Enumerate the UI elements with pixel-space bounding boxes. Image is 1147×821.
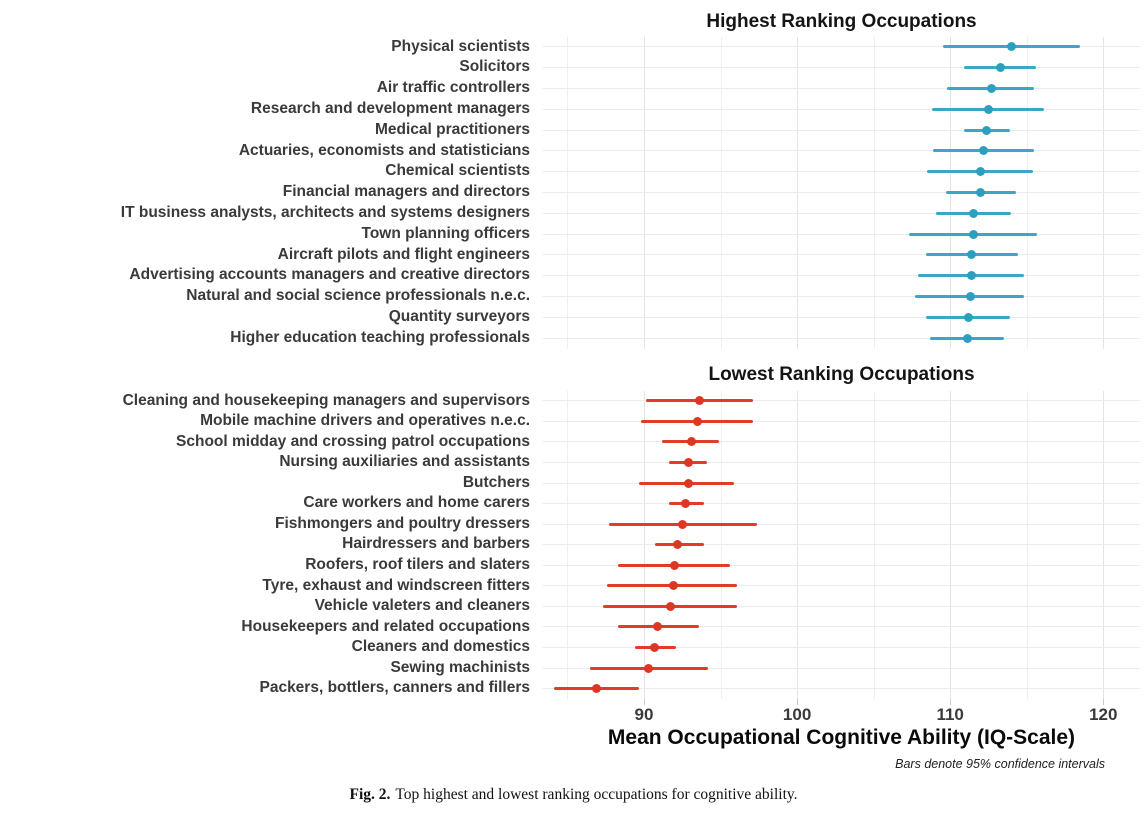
row-gridline (543, 421, 1140, 422)
mean-dot (687, 437, 696, 446)
occupation-label: Air traffic controllers (376, 79, 530, 97)
x-axis-title: Mean Occupational Cognitive Ability (IQ-Scale) (607, 726, 1076, 749)
occupation-label: Packers, bottlers, canners and fillers (259, 679, 530, 697)
mean-dot (982, 126, 991, 135)
panel-highest-ranking (0, 37, 1147, 349)
mean-dot (967, 271, 976, 280)
x-axis-tick-label: 120 (1089, 704, 1118, 724)
panel-title-highest: Highest Ranking Occupations (706, 11, 977, 32)
mean-dot (695, 396, 704, 405)
occupation-label: Higher education teaching professionals (230, 328, 530, 346)
occupation-label: Research and development managers (250, 99, 530, 117)
panel-lowest-ranking (0, 391, 1147, 699)
mean-dot (678, 520, 687, 529)
mean-dot (653, 622, 662, 631)
occupation-label: IT business analysts, architects and systems designers (120, 203, 530, 221)
mean-dot (976, 167, 985, 176)
occupation-label: Quantity surveyors (388, 307, 530, 325)
mean-dot (666, 602, 675, 611)
occupation-label: Care workers and home carers (303, 494, 530, 512)
x-axis-tick-label: 90 (634, 704, 654, 724)
row-gridline (543, 400, 1140, 401)
figure-caption-text: Top highest and lowest ranking occupations for cognitive ability. (395, 786, 798, 803)
occupation-label: Sewing machinists (390, 658, 530, 676)
row-gridline (543, 503, 1140, 504)
mean-dot (966, 292, 975, 301)
mean-dot (976, 188, 985, 197)
row-gridline (543, 109, 1140, 110)
mean-dot (684, 479, 693, 488)
row-gridline (543, 462, 1140, 463)
row-gridline (543, 483, 1140, 484)
panel-title-lowest: Lowest Ranking Occupations (708, 364, 975, 385)
row-gridline (543, 317, 1140, 318)
occupation-label: Housekeepers and related occupations (241, 617, 530, 635)
row-gridline (543, 192, 1140, 193)
occupation-label: Actuaries, economists and statisticians (238, 141, 530, 159)
mean-dot (684, 458, 693, 467)
occupation-label: Financial managers and directors (282, 183, 530, 201)
occupation-label: Butchers (462, 473, 530, 491)
row-gridline (543, 441, 1140, 442)
row-gridline (543, 275, 1140, 276)
mean-dot (650, 643, 659, 652)
occupation-label: Chemical scientists (385, 162, 530, 180)
row-gridline (543, 544, 1140, 545)
occupation-label: School midday and crossing patrol occupations (176, 432, 530, 450)
row-gridline (543, 647, 1140, 648)
mean-dot (681, 499, 690, 508)
occupation-label: Hairdressers and barbers (342, 535, 530, 553)
occupation-label: Advertising accounts managers and creative directors (129, 266, 530, 284)
row-gridline (543, 234, 1140, 235)
occupation-label: Roofers, roof tilers and slaters (305, 555, 530, 573)
occupation-label: Vehicle valeters and cleaners (314, 597, 530, 615)
occupation-label: Solicitors (459, 58, 530, 76)
occupation-label: Mobile machine drivers and operatives n.e.c. (200, 412, 530, 430)
row-gridline (543, 171, 1140, 172)
row-gridline (543, 296, 1140, 297)
row-gridline (543, 67, 1140, 68)
occupation-label: Nursing auxiliaries and assistants (279, 453, 530, 471)
occupation-label: Town planning officers (361, 224, 530, 242)
mean-dot (967, 250, 976, 259)
figure-caption-label: Fig. 2. (349, 786, 391, 803)
row-gridline (543, 130, 1140, 131)
mean-dot (987, 84, 996, 93)
occupation-label: Cleaners and domestics (351, 638, 530, 656)
occupation-label: Aircraft pilots and flight engineers (277, 245, 530, 263)
row-gridline (543, 88, 1140, 89)
ci-note: Bars denote 95% confidence intervals (895, 757, 1105, 771)
occupation-label: Natural and social science professionals n.e.c. (186, 287, 530, 305)
row-gridline (543, 150, 1140, 151)
mean-dot (673, 540, 682, 549)
row-gridline (543, 213, 1140, 214)
occupation-label: Medical practitioners (374, 120, 530, 138)
figure-caption (0, 786, 1147, 804)
mean-dot (644, 664, 653, 673)
occupation-label: Physical scientists (391, 37, 530, 55)
mean-dot (1007, 42, 1016, 51)
row-gridline (543, 338, 1140, 339)
occupation-label: Cleaning and housekeeping managers and supervisors (122, 391, 530, 409)
mean-dot (669, 581, 678, 590)
mean-dot (979, 146, 988, 155)
mean-dot (996, 63, 1005, 72)
mean-dot (984, 105, 993, 114)
x-axis-tick-label: 100 (782, 704, 812, 724)
row-gridline (543, 254, 1140, 255)
mean-dot (592, 684, 601, 693)
mean-dot (964, 313, 973, 322)
mean-dot (963, 334, 972, 343)
occupation-label: Tyre, exhaust and windscreen fitters (262, 576, 530, 594)
mean-dot (693, 417, 702, 426)
x-axis-tick-label: 110 (936, 704, 964, 724)
occupation-label: Fishmongers and poultry dressers (275, 514, 530, 532)
mean-dot (969, 209, 978, 218)
mean-dot (969, 230, 978, 239)
mean-dot (670, 561, 679, 570)
